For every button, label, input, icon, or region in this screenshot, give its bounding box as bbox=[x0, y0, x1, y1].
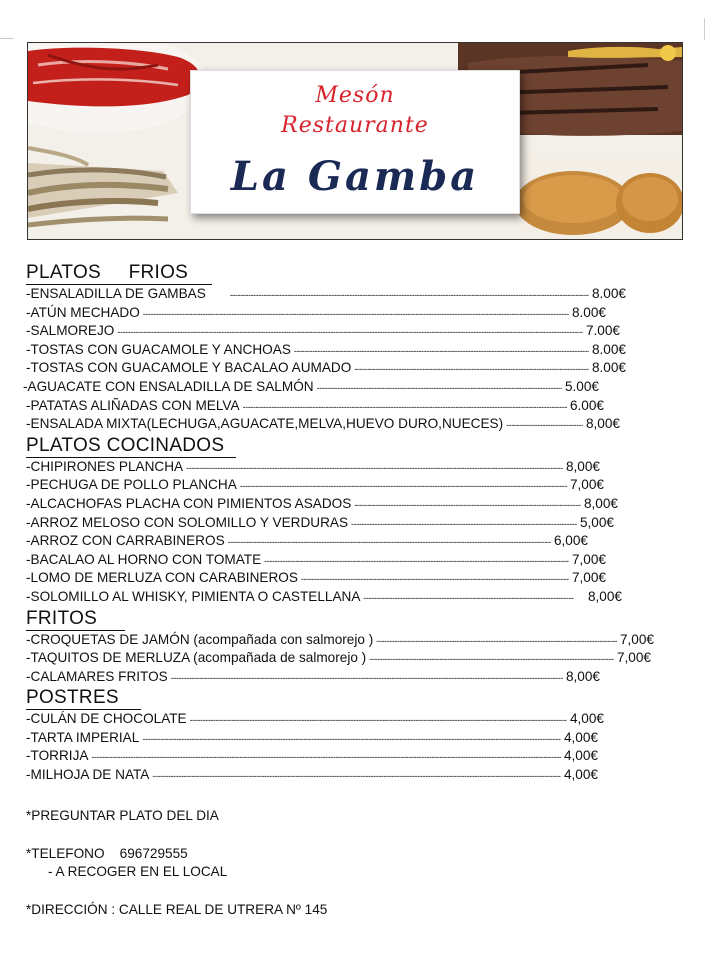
item-price: 7.00€ bbox=[585, 323, 620, 339]
item-price: 4,00€ bbox=[563, 748, 598, 764]
item-name: -CULÁN DE CHOCOLATE bbox=[26, 711, 187, 727]
dot-leader bbox=[317, 379, 562, 394]
menu-item bbox=[26, 515, 614, 534]
dot-leader bbox=[264, 552, 569, 567]
dot-leader bbox=[117, 323, 583, 338]
menu-item bbox=[26, 632, 654, 651]
menu-item bbox=[26, 496, 618, 515]
menu-item bbox=[26, 398, 604, 417]
item-name: -BACALAO AL HORNO CON TOMATE bbox=[26, 551, 262, 567]
item-name: -ALCACHOFAS PLACHA CON PIMIENTOS ASADOS bbox=[26, 495, 352, 511]
dot-leader bbox=[354, 360, 589, 375]
page-corner-mark bbox=[0, 38, 14, 39]
dot-leader bbox=[369, 650, 614, 665]
item-name: -TORRIJA bbox=[26, 748, 89, 764]
dot-leader bbox=[230, 286, 589, 301]
note-daily-dish: *PREGUNTAR PLATO DEL DIA bbox=[26, 808, 219, 823]
dot-leader bbox=[91, 748, 561, 763]
item-name: -MILHOJA DE NATA bbox=[26, 767, 150, 783]
dot-leader bbox=[186, 459, 563, 474]
dot-leader bbox=[143, 305, 569, 320]
item-name: -ARROZ MELOSO CON SOLOMILLO Y VERDURAS bbox=[26, 514, 349, 530]
dot-leader bbox=[152, 767, 561, 782]
title-restaurante: Restaurante bbox=[281, 113, 429, 138]
dot-leader bbox=[243, 398, 567, 413]
item-name: -CROQUETAS DE JAMÓN (acompañada con salmorejo ) bbox=[26, 631, 374, 647]
menu-item bbox=[26, 730, 598, 749]
item-name: -CHIPIRONES PLANCHA bbox=[26, 458, 184, 474]
section-title-platos-cocinados: PLATOS COCINADOS bbox=[26, 436, 236, 458]
item-name: -SALMOREJO bbox=[26, 323, 115, 339]
item-name: -TAQUITOS DE MERLUZA (acompañada de salmorejo ) bbox=[26, 650, 367, 666]
item-name: -ENSALADILLA DE GAMBAS bbox=[26, 286, 206, 301]
dot-leader bbox=[301, 570, 569, 585]
item-price: 8,00€ bbox=[587, 588, 622, 604]
section-title-fritos: FRITOS bbox=[26, 609, 125, 631]
item-price: 6.00€ bbox=[569, 397, 604, 413]
note-address: *DIRECCIÓN : CALLE REAL DE UTRERA Nº 145 bbox=[26, 902, 328, 917]
menu-item bbox=[26, 650, 651, 669]
dot-leader bbox=[354, 496, 581, 511]
menu-item bbox=[26, 570, 606, 589]
menu-item bbox=[26, 767, 598, 786]
menu-item bbox=[23, 379, 599, 398]
item-price: 8,00€ bbox=[565, 668, 600, 684]
dot-leader bbox=[376, 632, 617, 647]
menu-item bbox=[26, 416, 620, 435]
item-price: 8.00€ bbox=[591, 286, 626, 301]
item-price: 5,00€ bbox=[579, 514, 614, 530]
item-name: -TOSTAS CON GUACAMOLE Y ANCHOAS bbox=[26, 341, 291, 357]
dot-leader bbox=[171, 669, 563, 684]
item-name: -ATÚN MECHADO bbox=[26, 304, 140, 320]
item-name: -ARROZ CON CARRABINEROS bbox=[26, 533, 225, 549]
header-banner bbox=[27, 42, 683, 240]
dot-leader bbox=[351, 515, 577, 530]
item-name: -SOLOMILLO AL WHISKY, PIMIENTA O CASTELLANA bbox=[26, 588, 361, 604]
item-name: -CALAMARES FRITOS bbox=[26, 668, 168, 684]
menu-item bbox=[26, 286, 626, 305]
item-price: 4,00€ bbox=[569, 711, 604, 727]
item-price: 6,00€ bbox=[553, 533, 588, 549]
item-price: 7,00€ bbox=[571, 570, 606, 586]
item-price: 5.00€ bbox=[564, 378, 599, 394]
dot-leader bbox=[142, 730, 561, 745]
item-name: -PATATAS ALIÑADAS CON MELVA bbox=[26, 397, 240, 413]
restaurant-title-box bbox=[190, 70, 520, 214]
item-name: -AGUACATE CON ENSALADILLA DE SALMÓN bbox=[23, 378, 314, 394]
menu-item bbox=[26, 459, 600, 478]
menu-item bbox=[26, 305, 606, 324]
item-price: 7,00€ bbox=[616, 650, 651, 666]
item-price: 4,00€ bbox=[563, 767, 598, 783]
menu-item bbox=[26, 323, 620, 342]
item-price: 8,00€ bbox=[565, 458, 600, 474]
item-name: -LOMO DE MERLUZA CON CARABINEROS bbox=[26, 570, 298, 586]
item-price: 8,00€ bbox=[585, 416, 620, 432]
menu-item bbox=[26, 342, 626, 361]
item-name: -TOSTAS CON GUACAMOLE Y BACALAO AUMADO bbox=[26, 360, 352, 376]
note-pickup: - A RECOGER EN EL LOCAL bbox=[48, 864, 228, 879]
dot-leader bbox=[240, 477, 567, 492]
menu-item bbox=[26, 477, 604, 496]
item-price: 7,00€ bbox=[571, 551, 606, 567]
menu-item bbox=[26, 360, 626, 379]
menu-item bbox=[26, 552, 606, 571]
item-name: -TARTA IMPERIAL bbox=[26, 729, 140, 745]
item-price: 7,00€ bbox=[619, 631, 654, 647]
item-price: 7,00€ bbox=[569, 477, 604, 493]
note-phone: *TELEFONO 696729555 bbox=[26, 846, 188, 861]
title-meson: Mesón bbox=[315, 83, 395, 108]
item-price: 8,00€ bbox=[583, 495, 618, 511]
dot-leader bbox=[363, 589, 574, 604]
dot-leader bbox=[506, 416, 583, 431]
item-name: -PECHUGA DE POLLO PLANCHA bbox=[26, 477, 237, 493]
item-price: 4,00€ bbox=[563, 729, 598, 745]
menu-item bbox=[26, 748, 598, 767]
dot-leader bbox=[294, 342, 589, 357]
item-price: 8.00€ bbox=[591, 341, 626, 357]
item-price: 8.00€ bbox=[571, 304, 606, 320]
page-edge-mark bbox=[704, 18, 705, 40]
title-la-gamba: La Gamba bbox=[230, 153, 480, 200]
dot-leader bbox=[228, 533, 551, 548]
section-title-platos-frios: PLATOS FRIOS bbox=[26, 263, 212, 285]
menu-list bbox=[23, 262, 654, 786]
menu-item bbox=[26, 669, 600, 688]
menu-item bbox=[26, 533, 588, 552]
dot-leader bbox=[190, 711, 567, 726]
item-name: -ENSALADA MIXTA(LECHUGA,AGUACATE,MELVA,HUEVO DURO,NUECES) bbox=[26, 416, 504, 432]
menu-item bbox=[26, 711, 604, 730]
section-title-postres: POSTRES bbox=[26, 688, 141, 710]
item-price: 8.00€ bbox=[591, 360, 626, 376]
menu-item bbox=[26, 589, 622, 608]
